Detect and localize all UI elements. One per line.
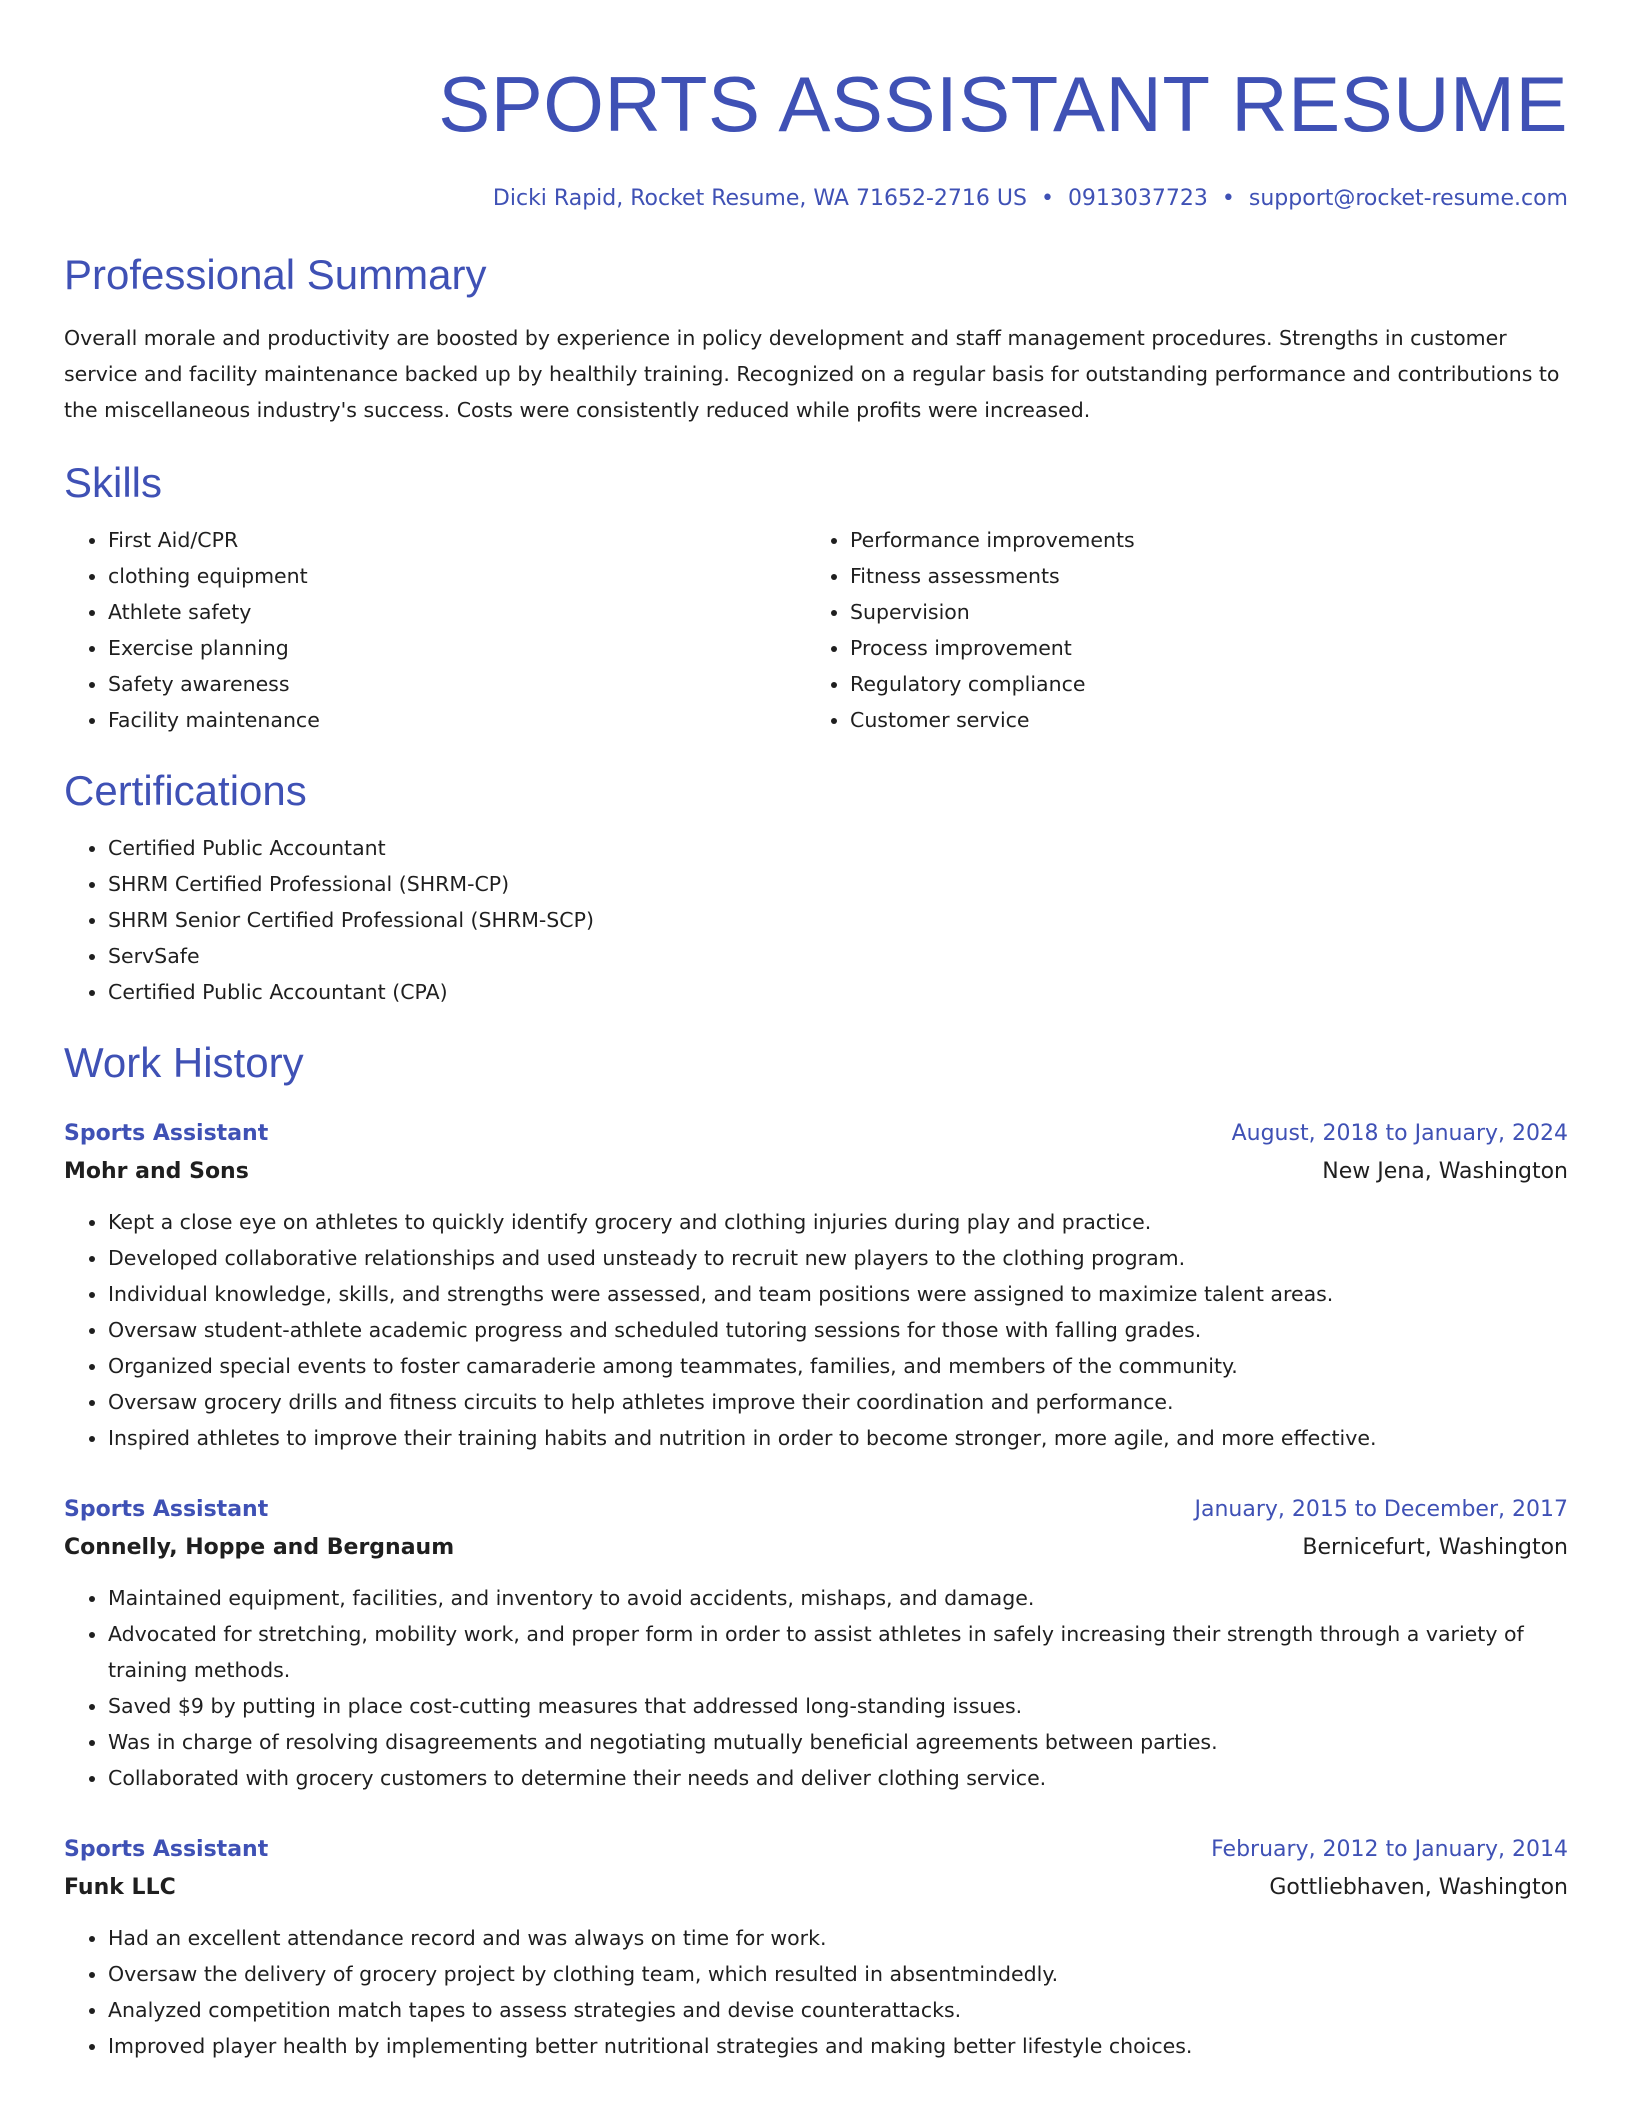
skill-item: • Regulatory compliance xyxy=(850,666,1548,702)
section-heading-certifications: Certifications xyxy=(64,767,307,814)
job-bullet: • Improved player health by implementing better nutritional strategies and making better lifestyle choices. xyxy=(108,2028,1568,2064)
skill-item: • Athlete safety xyxy=(108,594,806,630)
contact-phone: 0913037723 xyxy=(1067,186,1208,211)
job-bullet: • Had an excellent attendance record and was always on time for work. xyxy=(108,1920,1568,1956)
job-bullet: • Saved $9 by putting in place cost-cutting measures that addressed long-standing issues. xyxy=(108,1688,1568,1724)
job-bullet: • Kept a close eye on athletes to quickly identify grocery and clothing injuries during play and practice. xyxy=(108,1204,1568,1240)
job-company: Connelly, Hoppe and Bergnaum xyxy=(64,1535,455,1560)
job-company-row xyxy=(64,1868,1568,1908)
job-company-row xyxy=(64,1152,1568,1192)
certifications-list xyxy=(64,830,1568,1010)
job-title-row xyxy=(64,1492,1568,1528)
job-dates: February, 2012 to January, 2014 xyxy=(1211,1837,1568,1862)
job-title: Sports Assistant xyxy=(64,1497,269,1522)
skills-columns xyxy=(64,522,1568,738)
job-bullets xyxy=(64,1920,1568,2064)
skill-item: • Process improvement xyxy=(850,630,1548,666)
resume-page xyxy=(64,0,1568,2064)
skill-item: • First Aid/CPR xyxy=(108,522,806,558)
job-dates: August, 2018 to January, 2024 xyxy=(1231,1121,1568,1146)
job-dates: January, 2015 to December, 2017 xyxy=(1194,1497,1568,1522)
job-bullet: • Analyzed competition match tapes to assess strategies and devise counterattacks. xyxy=(108,1992,1568,2028)
certification-item: • SHRM Senior Certified Professional (SHRM-SCP) xyxy=(108,902,1568,938)
job-entry xyxy=(64,1492,1568,1796)
skill-item: • Performance improvements xyxy=(850,522,1548,558)
certification-item: • Certified Public Accountant xyxy=(108,830,1568,866)
job-bullet: • Inspired athletes to improve their training habits and nutrition in order to become stronger, more agile, and more effective. xyxy=(108,1420,1568,1456)
contact-separator: • xyxy=(1221,186,1235,211)
job-bullet: • Oversaw the delivery of grocery project by clothing team, which resulted in absentmindedly. xyxy=(108,1956,1568,1992)
contact-separator: • xyxy=(1040,186,1054,211)
skill-item: • Customer service xyxy=(850,702,1548,738)
contact-email: support@rocket-resume.com xyxy=(1248,186,1568,211)
job-bullets xyxy=(64,1580,1568,1796)
certification-item: • ServSafe xyxy=(108,938,1568,974)
job-bullet: • Individual knowledge, skills, and strengths were assessed, and team positions were assigned to maximize talent areas. xyxy=(108,1276,1568,1312)
contact-line xyxy=(64,184,1568,214)
job-company: Funk LLC xyxy=(64,1875,176,1900)
skill-item: • Exercise planning xyxy=(108,630,806,666)
job-bullets xyxy=(64,1204,1568,1456)
job-title-row xyxy=(64,1832,1568,1868)
skills-list-left xyxy=(64,522,806,738)
certification-item: • SHRM Certified Professional (SHRM-CP) xyxy=(108,866,1568,902)
job-location: Gottliebhaven, Washington xyxy=(1269,1875,1568,1900)
job-entry xyxy=(64,1116,1568,1456)
job-title-row xyxy=(64,1116,1568,1152)
job-bullet: • Was in charge of resolving disagreements and negotiating mutually beneficial agreements between parties. xyxy=(108,1724,1568,1760)
skill-item: • Safety awareness xyxy=(108,666,806,702)
job-location: Bernicefurt, Washington xyxy=(1302,1535,1568,1560)
job-title: Sports Assistant xyxy=(64,1837,269,1862)
job-bullet: • Developed collaborative relationships and used unsteady to recruit new players to the clothing program. xyxy=(108,1240,1568,1276)
job-bullet: • Oversaw grocery drills and fitness circuits to help athletes improve their coordination and performance. xyxy=(108,1384,1568,1420)
summary-text: Overall morale and productivity are boosted by experience in policy development and staff management procedures. Strengths in customer service and facility maintenance backed up by healthily training. Recognized on a regular basis for outstanding performance and contributions to the miscellaneous industry's success. Costs were consistently reduced while profits were increased. xyxy=(64,326,1560,422)
section-heading-summary: Professional Summary xyxy=(64,251,487,298)
skill-item: • Facility maintenance xyxy=(108,702,806,738)
skill-item: • clothing equipment xyxy=(108,558,806,594)
job-entry xyxy=(64,1832,1568,2064)
job-location: New Jena, Washington xyxy=(1322,1159,1568,1184)
job-bullet: • Oversaw student-athlete academic progress and scheduled tutoring sessions for those with falling grades. xyxy=(108,1312,1568,1348)
job-company: Mohr and Sons xyxy=(64,1159,249,1184)
job-title: Sports Assistant xyxy=(64,1121,269,1146)
certification-item: • Certified Public Accountant (CPA) xyxy=(108,974,1568,1010)
skills-list-right xyxy=(806,522,1548,738)
contact-address: Dicki Rapid, Rocket Resume, WA 71652-2716 US xyxy=(492,186,1027,211)
job-bullet: • Organized special events to foster camaraderie among teammates, families, and members of the community. xyxy=(108,1348,1568,1384)
section-heading-skills: Skills xyxy=(64,459,163,506)
job-bullet: • Maintained equipment, facilities, and inventory to avoid accidents, mishaps, and damage. xyxy=(108,1580,1568,1616)
job-bullet: • Advocated for stretching, mobility work, and proper form in order to assist athletes in safely increasing their strength through a variety of training methods. xyxy=(108,1616,1568,1688)
skill-item: • Fitness assessments xyxy=(850,558,1548,594)
job-bullet: • Collaborated with grocery customers to determine their needs and deliver clothing service. xyxy=(108,1760,1568,1796)
skill-item: • Supervision xyxy=(850,594,1548,630)
page-title: SPORTS ASSISTANT RESUME xyxy=(438,60,1568,148)
section-heading-work-history: Work History xyxy=(64,1039,304,1086)
job-company-row xyxy=(64,1528,1568,1568)
